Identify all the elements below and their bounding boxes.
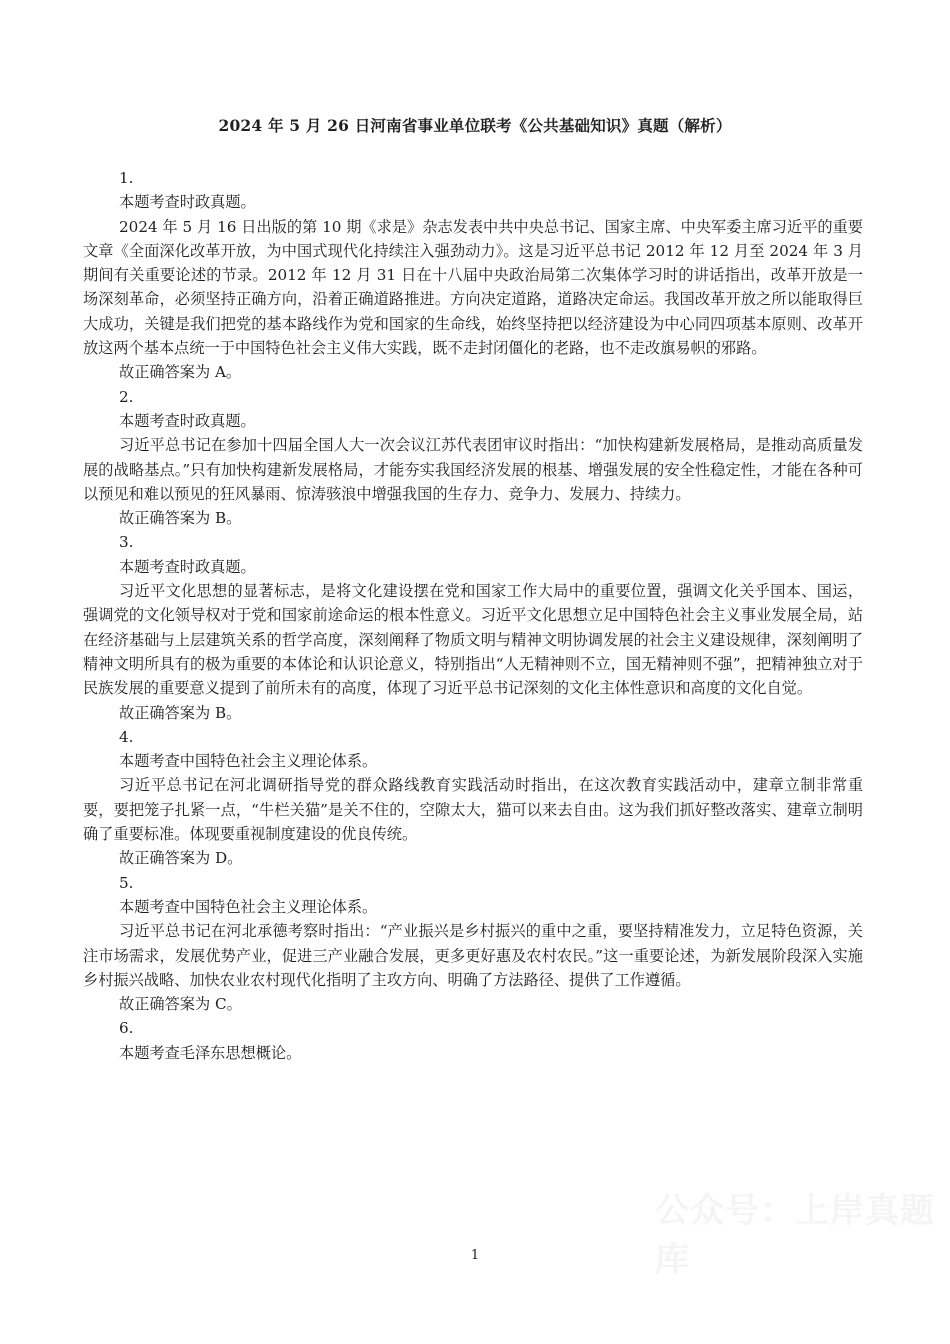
- question-topic: 本题考查中国特色社会主义理论体系。: [119, 897, 378, 916]
- question-explanation: 习近平文化思想的显著标志，是将文化建设摆在党和国家工作大局中的重要位置，强调文化关乎国本、国运，强调党的文化领导权对于党和国家前途命运的根本性意义。习近平文化思想立足中国特色社会主义事业发展全局，站在经济基础与上层建筑关系的哲学高度，深刻阐释了物质文明与精神文明协调发展的社会主义建设规律，深刻阐明了精神文明所具有的极为重要的本体论和认识论意义，特别指出“人无精神则不立，国无精神则不强”，把精神独立对于民族发展的重要意义提到了前所未有的高度，体现了习近平总书记深刻的文化主体性意识和高度的文化自觉。: [83, 582, 863, 698]
- question-block: [83, 166, 863, 385]
- watermark: 公众号：上岸真题库: [655, 1191, 935, 1280]
- question-answer: 故正确答案为 B。: [119, 509, 242, 528]
- question-number: 4.: [119, 727, 134, 746]
- question-answer: 故正确答案为 D。: [119, 849, 243, 868]
- question-topic: 本题考查时政真题。: [119, 557, 256, 576]
- question-topic: 本题考查中国特色社会主义理论体系。: [119, 752, 378, 771]
- question-block: [83, 871, 863, 1017]
- document-title: 2024 年 5 月 26 日河南省事业单位联考《公共基础知识》真题（解析）: [218, 116, 732, 135]
- question-answer: 故正确答案为 A。: [119, 363, 242, 382]
- question-number: 2.: [119, 387, 134, 406]
- question-answer: 故正确答案为 C。: [119, 995, 242, 1014]
- question-number: 6.: [119, 1019, 134, 1038]
- question-block: [83, 1016, 863, 1065]
- question-number: 5.: [119, 873, 134, 892]
- question-topic: 本题考查时政真题。: [119, 411, 256, 430]
- question-topic: 本题考查时政真题。: [119, 193, 256, 212]
- question-block: [83, 385, 863, 531]
- question-block: [83, 530, 863, 724]
- question-number: 1.: [119, 169, 134, 187]
- question-answer: 故正确答案为 B。: [119, 703, 242, 722]
- question-explanation: 习近平总书记在参加十四届全国人大一次会议江苏代表团审议时指出：“加快构建新发展格局，是推动高质量发展的战略基点。”只有加快构建新发展格局，才能夯实我国经济发展的根基、增强发展的安全性稳定性，才能在各种可以预见和难以预见的狂风暴雨、惊涛骇浪中增强我国的生存力、竞争力、发展力、持续力。: [83, 436, 863, 503]
- document-body: [83, 166, 863, 1065]
- question-block: [83, 725, 863, 871]
- question-topic: 本题考查毛泽东思想概论。: [119, 1043, 302, 1062]
- page-number: 1: [470, 1248, 480, 1263]
- question-explanation: 2024 年 5 月 16 日出版的第 10 期《求是》杂志发表中共中央总书记、国家主席、中央军委主席习近平的重要文章《全面深化改革开放，为中国式现代化持续注入强劲动力》。这是习近平总书记 2012 年 12 月至 2024 年 3 月期间有关重要论述的节录。2012 年 12 月 31 日在十八届中央政治局第二次集体学习时的讲话指出，改革开放是一场深刻革命，必须坚持正确方向，沿着正确道路推进。方向决定道路，道路决定命运。我国改革开放之所以能取得巨大成功，关键是我们把党的基本路线作为党和国家的生命线，始终坚持把以经济建设为中心同四项基本原则、改革开放这两个基本点统一于中国特色社会主义伟大实践，既不走封闭僵化的老路，也不走改旗易帜的邪路。: [83, 217, 863, 358]
- question-number: 3.: [119, 533, 134, 552]
- question-explanation: 习近平总书记在河北调研指导党的群众路线教育实践活动时指出，在这次教育实践活动中，建章立制非常重要，要把笼子扎紧一点，“牛栏关猫”是关不住的，空隙太大，猫可以来去自由。这为我们抓好整改落实、建章立制明确了重要标准。体现要重视制度建设的优良传统。: [83, 776, 863, 844]
- question-explanation: 习近平总书记在河北承德考察时指出：“产业振兴是乡村振兴的重中之重，要坚持精准发力，立足特色资源，关注市场需求，发展优势产业，促进三产业融合发展，更多更好惠及农村农民。”这一重要论述，为新发展阶段深入实施乡村振兴战略、加快农业农村现代化指明了主攻方向、明确了方法路径、提供了工作遵循。: [83, 922, 863, 989]
